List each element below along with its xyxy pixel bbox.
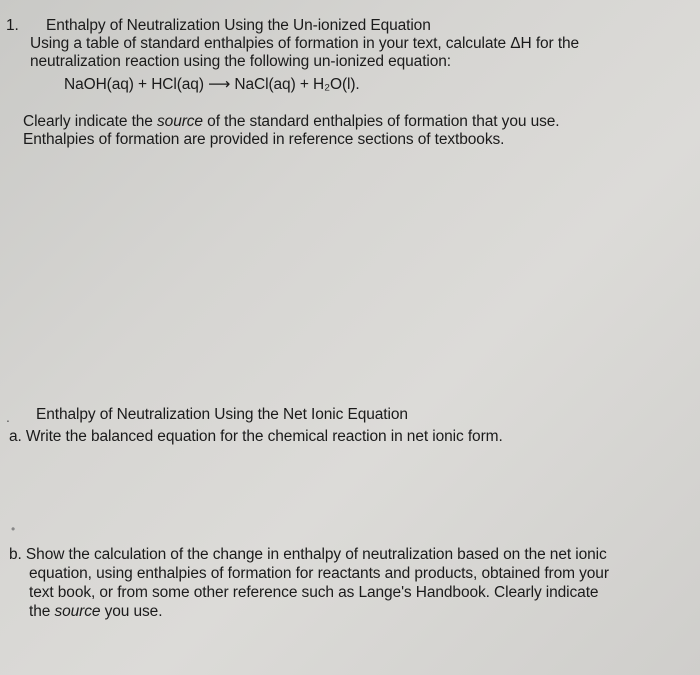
question-1-title: Enthalpy of Neutralization Using the Un-ionized Equation xyxy=(46,17,431,34)
part-b-line-1: b. Show the calculation of the change in enthalpy of neutralization based on the net ionic xyxy=(9,546,607,563)
part-a-prompt: a. Write the balanced equation for the chemical reaction in net ionic form. xyxy=(9,428,503,445)
stray-mark: • xyxy=(11,522,16,536)
reaction-equation: NaOH(aq) + HCl(aq) ⟶ NaCl(aq) + H₂O(l). xyxy=(64,76,360,93)
question-2-title: Enthalpy of Neutralization Using the Net Ionic Equation xyxy=(36,406,408,423)
line-4-text-start: the xyxy=(29,603,55,620)
question-2-bullet: . xyxy=(6,409,10,425)
part-b-line-4 xyxy=(29,602,162,621)
line-4-text-end: you use. xyxy=(100,603,163,620)
question-1-line-2: neutralization reaction using the following un-ionized equation: xyxy=(30,53,451,70)
line-3-text-start: Clearly indicate the xyxy=(23,113,158,130)
part-b-line-3: text book, or from some other reference such as Lange's Handbook. Clearly indicate xyxy=(29,584,599,601)
part-b-line-2: equation, using enthalpies of formation for reactants and products, obtained from your xyxy=(29,565,609,582)
source-emphasis: source xyxy=(157,113,203,130)
question-1-line-4: Enthalpies of formation are provided in reference sections of textbooks. xyxy=(23,131,505,148)
question-1-line-3 xyxy=(23,112,559,131)
source-emphasis-b: source xyxy=(54,603,101,620)
question-number: 1. xyxy=(6,17,19,34)
line-3-text-end: of the standard enthalpies of formation that you use. xyxy=(202,113,560,130)
question-1-line-1: Using a table of standard enthalpies of formation in your text, calculate ΔH for the xyxy=(30,35,580,52)
